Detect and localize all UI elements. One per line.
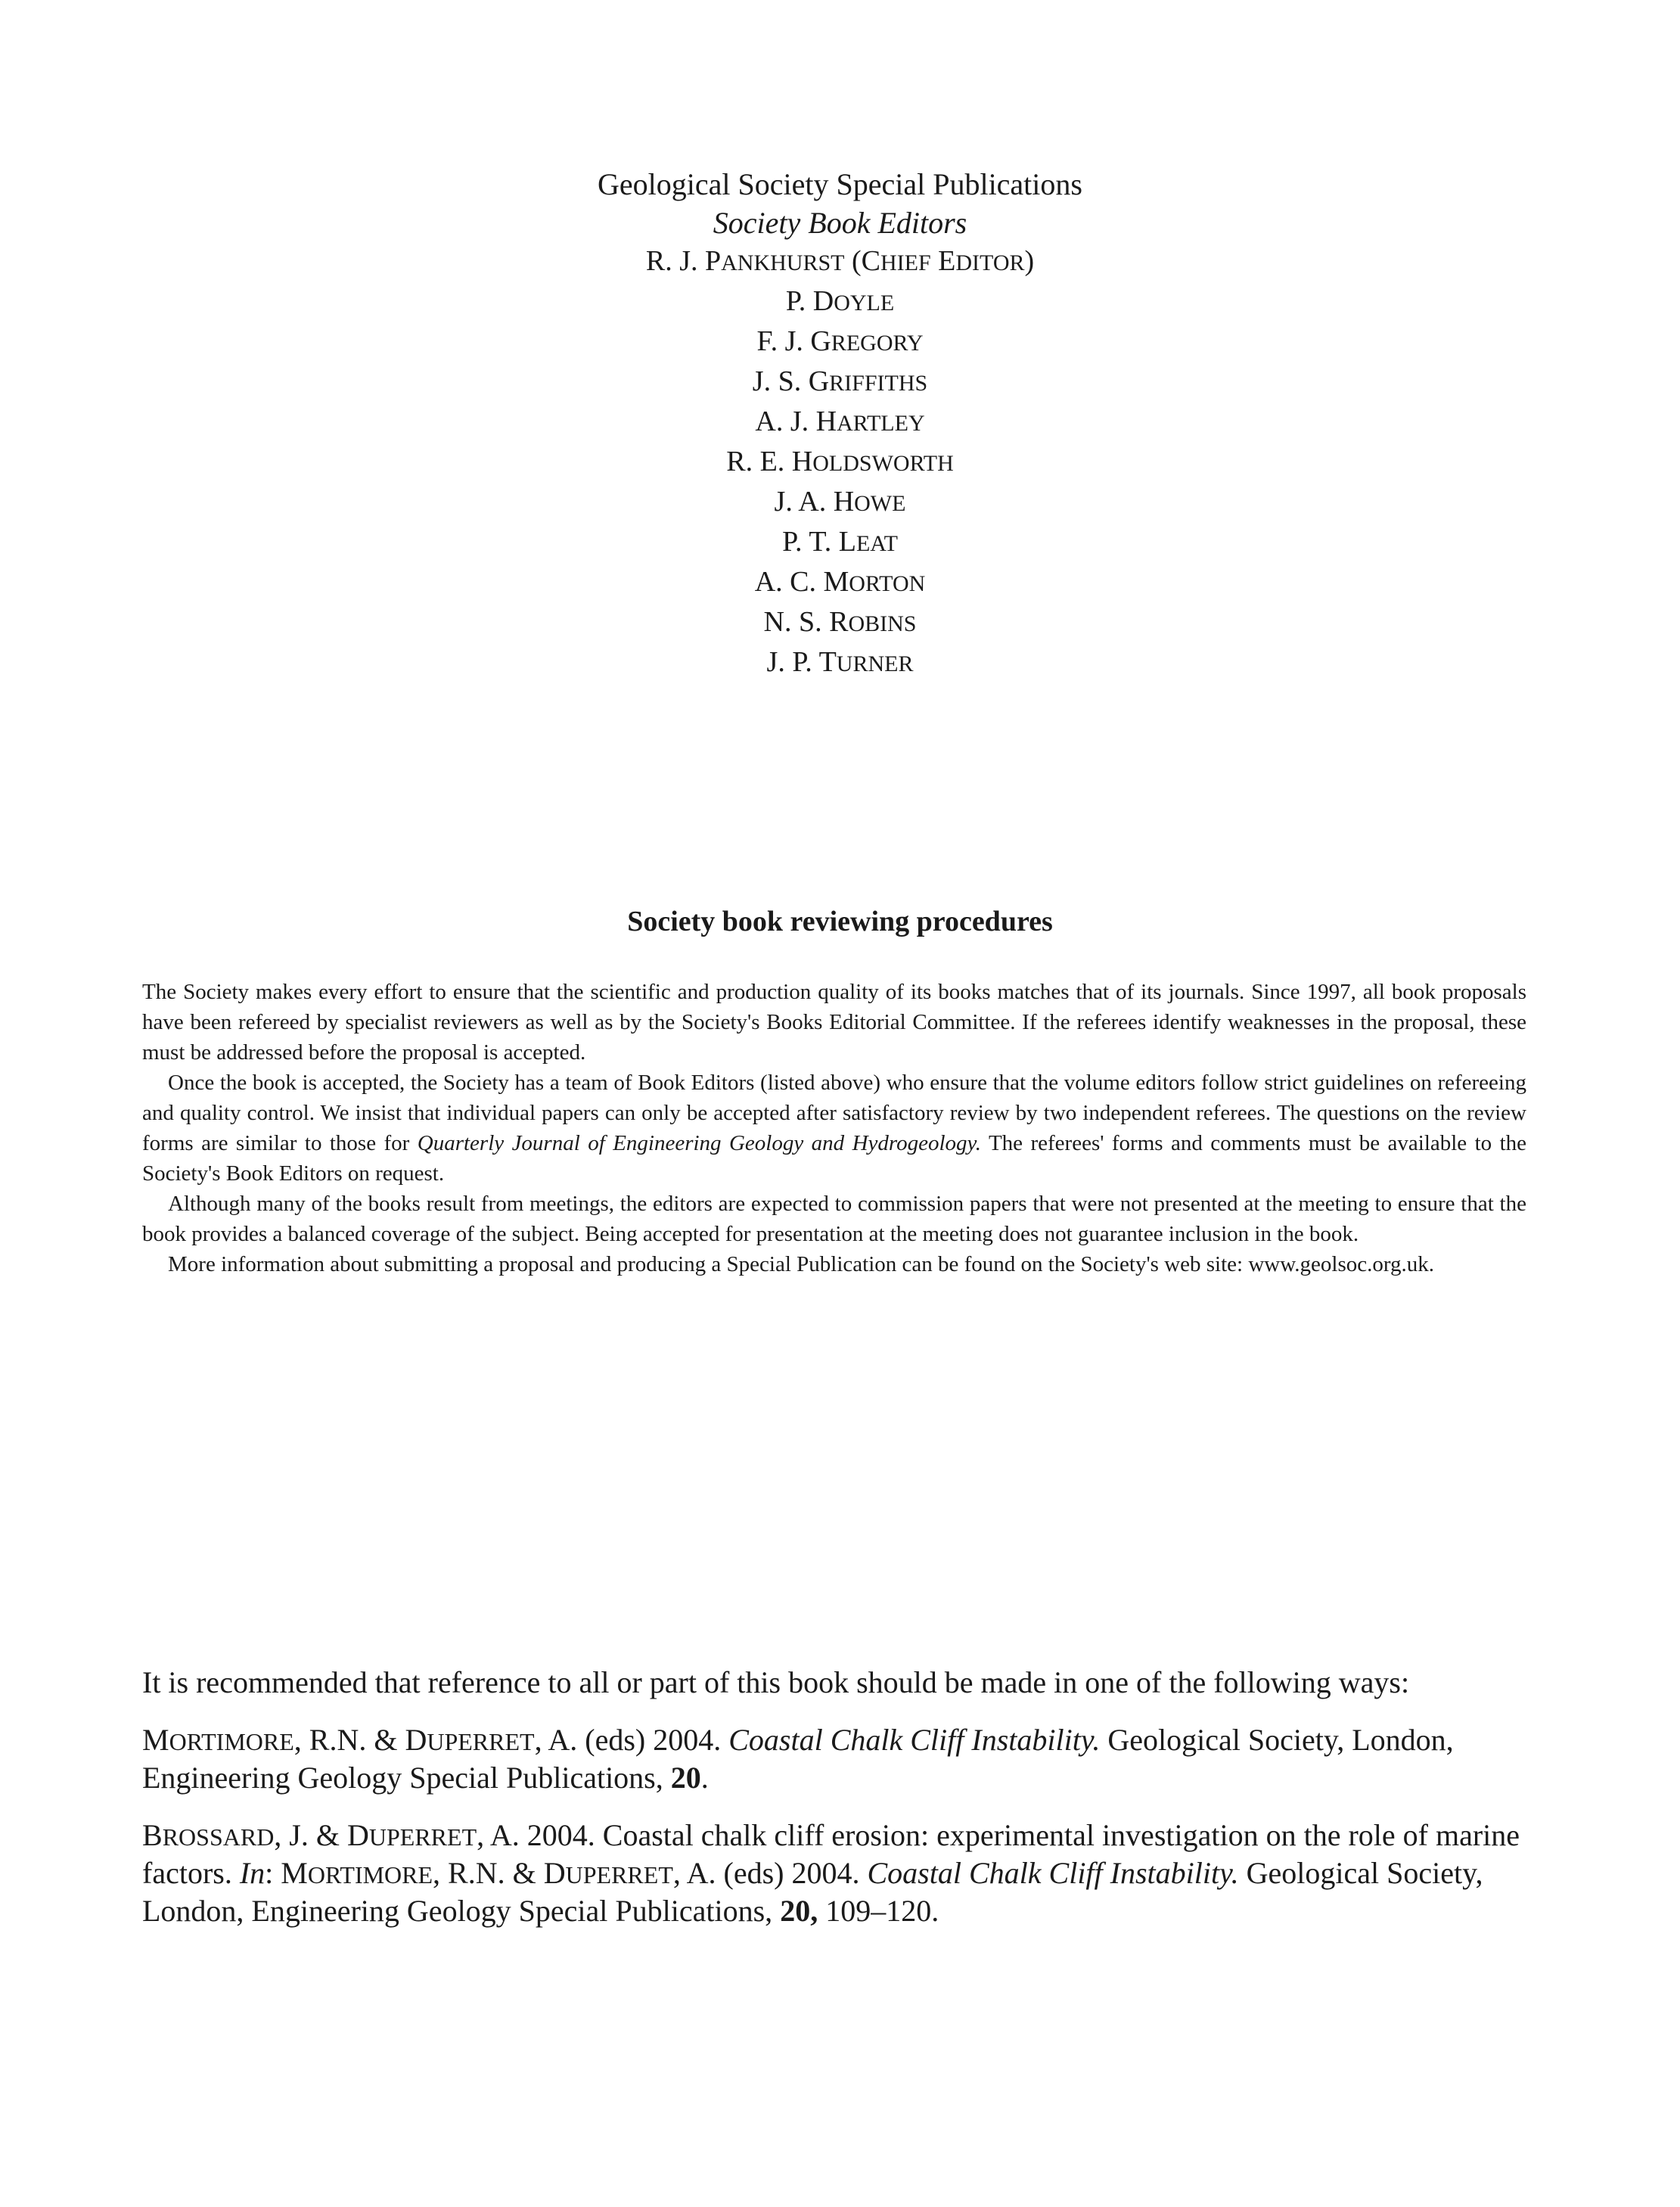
- ref2-author1-rest: ROSSARD: [162, 1823, 275, 1851]
- editor-name: J. A. HOWE: [774, 486, 906, 518]
- review-paragraph-4: More information about submitting a proposal and producing a Special Publication can be found on the Society's web site: www.geolsoc.org.uk.: [168, 1252, 1435, 1276]
- ref1-volume: 20: [670, 1761, 701, 1795]
- ref2-editor1-initial: M: [281, 1856, 308, 1890]
- editor-name: N. S. ROBINS: [763, 606, 917, 638]
- editor-name: P. T. LEAT: [782, 526, 898, 558]
- review-paragraph-2-text-b: The referees' forms and comments must be available to the Society's Book Editors on request.: [142, 1131, 1527, 1186]
- ref1-author1-initial: M: [142, 1723, 169, 1757]
- ref2-text-d: , R.N. &: [433, 1856, 544, 1890]
- ref2-book-title: Coastal Chalk Cliff Instability.: [867, 1856, 1239, 1890]
- review-paragraph-3: Although many of the books result from meetings, the editors are expected to commission papers that were not presented at the meeting to ensure that the book provides a balanced coverage of the subject. Being accepted for presentation at the meeting does not guarantee inclusion in the book.: [142, 1192, 1526, 1246]
- ref1-text-a: , R.N. &: [293, 1723, 405, 1757]
- ref2-text-c: :: [265, 1856, 281, 1890]
- ref1-text-c: Geological Society, London, Engineering Geology Special Publications,: [142, 1723, 1454, 1795]
- editor-name: P. DOYLE: [785, 285, 895, 317]
- editors-subtitle: Society Book Editors: [713, 206, 967, 240]
- ref1-book-title: Coastal Chalk Cliff Instability.: [728, 1723, 1101, 1757]
- review-heading: Society book reviewing procedures: [627, 906, 1053, 937]
- citation-block: [142, 1665, 1526, 1951]
- editors-block: [0, 165, 1680, 683]
- ref2-text-e: , A. (eds) 2004.: [672, 1856, 868, 1890]
- review-body: [142, 977, 1526, 1279]
- ref2-editor2-rest: UPERRET: [565, 1861, 673, 1888]
- ref2-text-a: , J. &: [274, 1818, 347, 1852]
- reference-1: [142, 1722, 1526, 1796]
- ref1-author1-rest: ORTIMORE: [169, 1728, 294, 1755]
- editor-name: F. J. GREGORY: [756, 325, 924, 357]
- ref2-author1-initial: B: [142, 1818, 163, 1852]
- ref2-author2-initial: D: [346, 1818, 369, 1852]
- editor-list: [0, 242, 1680, 683]
- ref2-volume: 20,: [780, 1894, 818, 1928]
- review-paragraph-1: The Society makes every effort to ensure that the scientific and production quality of its books matches that of its journals. Since 1997, all book proposals have been refereed by specialist reviewers as well as by the Society's Books Editorial Committee. If the referees identify weaknesses in the proposal, these must be addressed before the proposal is accepted.: [142, 980, 1526, 1065]
- ref2-text-b: , A. 2004. Coastal chalk cliff erosion: experimental investigation on the role of marine factors.: [142, 1818, 1520, 1890]
- editor-name: R. J. PANKHURST (CHIEF EDITOR): [645, 245, 1035, 277]
- ref2-text-f: Geological Society, London, Engineering Geology Special Publications,: [142, 1856, 1483, 1928]
- ref2-pages: 109–120.: [818, 1894, 939, 1928]
- ref1-end: .: [700, 1761, 709, 1795]
- editor-name: J. S. GRIFFITHS: [752, 365, 928, 397]
- journal-title: Quarterly Journal of Engineering Geology and Hydrogeology.: [417, 1131, 982, 1155]
- editor-name: A. C. MORTON: [754, 566, 926, 598]
- review-paragraph-2: [142, 1068, 1526, 1189]
- editor-name: R. E. HOLDSWORTH: [726, 446, 954, 477]
- ref1-author2-initial: D: [405, 1723, 427, 1757]
- citation-intro: It is recommended that reference to all or part of this book should be made in one of the following ways:: [142, 1665, 1410, 1699]
- ref1-text-b: , A. (eds) 2004.: [534, 1723, 729, 1757]
- ref1-author2-rest: UPERRET: [427, 1728, 535, 1755]
- ref2-author2-rest: UPERRET: [368, 1823, 477, 1851]
- series-title: Geological Society Special Publications: [598, 167, 1082, 201]
- editor-name: J. P. TURNER: [766, 646, 914, 678]
- editor-name: A. J. HARTLEY: [755, 406, 925, 437]
- ref2-editor1-rest: ORTIMORE: [307, 1861, 433, 1888]
- ref2-in-label: In: [239, 1856, 266, 1890]
- reference-2: [142, 1817, 1526, 1929]
- ref2-editor2-initial: D: [543, 1856, 566, 1890]
- review-paragraph-2-text-a: Once the book is accepted, the Society has a team of Book Editors (listed above) who ensure that the volume editors follow strict guidelines on refereeing and quality control. We insist that individual papers can only be accepted after satisfactory review by two independent referees. The questions on the review forms are similar to those for: [142, 1071, 1526, 1155]
